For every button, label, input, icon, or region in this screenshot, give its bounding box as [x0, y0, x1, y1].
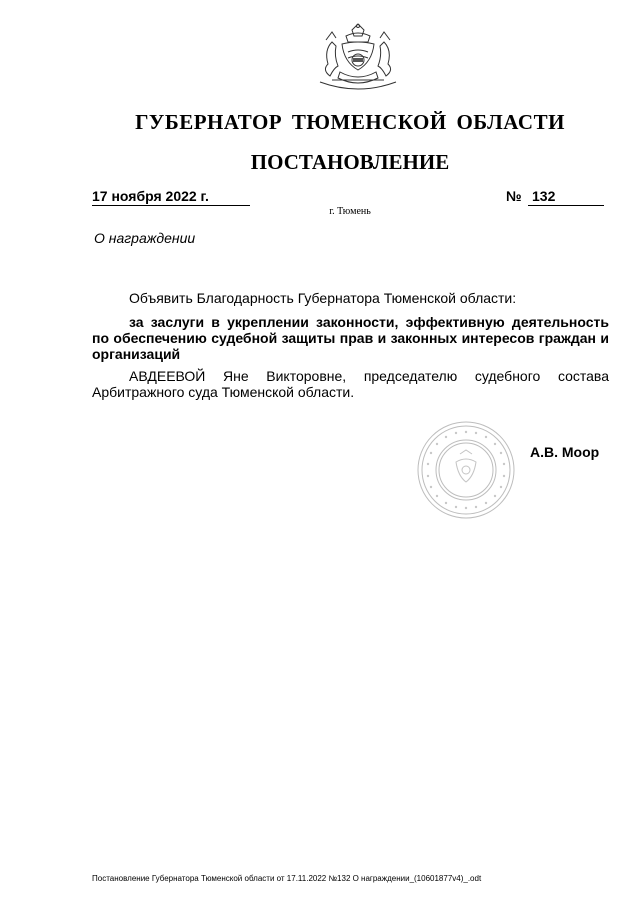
body-paragraph-merits: за заслуги в укреплении законности, эффективную деятельность по обеспечению судебной защиты прав и законных интересов граждан и организаций — [92, 314, 609, 362]
document-subject: О награждении — [94, 230, 196, 246]
city-name: г. Тюмень — [329, 206, 371, 217]
file-footer: Постановление Губернатора Тюменской области от 17.11.2022 №132 О награждении_(10601877v4)_.odt — [92, 874, 482, 883]
document-type-heading: ПОСТАНОВЛЕНИЕ — [250, 150, 450, 174]
body-paragraph-intro: Объявить Благодарность Губернатора Тюменской области: — [129, 290, 517, 306]
document-number: 132 — [532, 188, 556, 204]
document-date: 17 ноября 2022 г. — [92, 188, 209, 204]
date-line — [92, 187, 250, 206]
official-seal-icon — [416, 420, 516, 520]
signer-name: А.В. Моор — [530, 444, 600, 460]
number-label: № — [506, 188, 522, 204]
number-line — [528, 187, 604, 206]
coat-of-arms-icon — [312, 22, 404, 102]
body-paragraph-recipient: АВДЕЕВОЙ Яне Викторовне, председателю судебного состава Арбитражного суда Тюменской области. — [92, 368, 609, 400]
issuing-authority-title: ГУБЕРНАТОР ТЮМЕНСКОЙ ОБЛАСТИ — [135, 110, 565, 134]
